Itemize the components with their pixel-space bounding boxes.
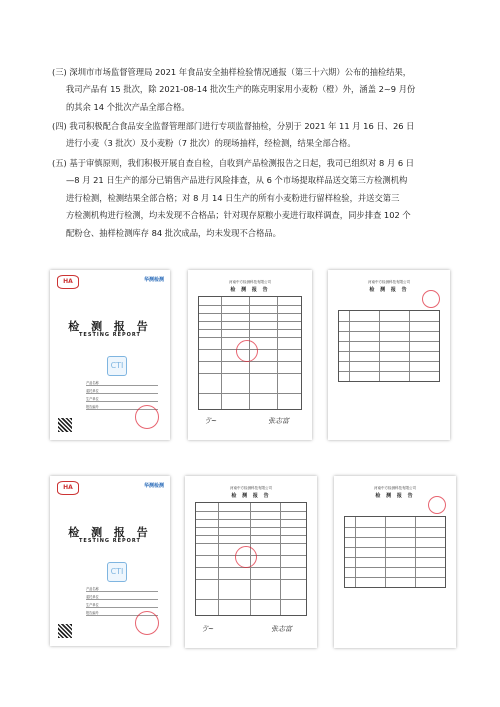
result-table (338, 310, 440, 382)
table-row (345, 527, 445, 528)
table-row (196, 527, 306, 528)
certification-seal: CTI (107, 356, 127, 376)
field-client: 委托单位 (86, 594, 158, 600)
table-row (345, 557, 445, 558)
table-row (339, 341, 439, 342)
table-row (199, 393, 301, 394)
table-row (339, 351, 439, 352)
table-row (199, 337, 301, 338)
table-row (345, 567, 445, 568)
text-line: 我司产品有 15 批次，除 2021-08-14 批次生产的陈克明家用小麦粉（橙）外，涵盖 2~9 月份 (66, 84, 416, 95)
table-row (196, 511, 306, 512)
report-subtitle: TESTING REPORT (79, 538, 141, 544)
signature: 张志富 (268, 417, 289, 425)
report-page-image (334, 476, 456, 648)
report-header: 河南中方检测科技有限公司 (374, 486, 416, 490)
text-line: 进行小麦（3 批次）及小麦粉（7 批次）的现场抽样，经检测，结果全部合格。 (66, 138, 356, 149)
report-title: 检 测 报 告 (68, 526, 152, 539)
text-line: (三) 深圳市市场监督管理局 2021 年食品安全抽样检验情况通报（第三十六期）公布的抽检结果， (52, 67, 412, 77)
text-line: 进行检测，检测结果全部合格；对 8 月 14 日生产的所有小麦粉进行留样检验，并送交第三 (66, 192, 400, 203)
field-client: 委托单位 (86, 388, 158, 394)
text-line: 方检测机构进行检测，均未发现不合格品；针对现存原粮小麦进行取样调查，同步排查 102 个 (66, 210, 411, 221)
report-subtitle: TESTING REPORT (79, 332, 141, 338)
cma-logo: HA (57, 481, 79, 495)
table-row (196, 543, 306, 544)
table-row (196, 579, 306, 580)
paragraph-5 (52, 155, 472, 242)
paragraph-3 (52, 64, 472, 116)
table-row (196, 599, 306, 600)
red-stamp (428, 496, 446, 514)
table-row (339, 321, 439, 322)
qr-code-icon (58, 624, 72, 638)
red-stamp (235, 546, 257, 568)
table-row (196, 535, 306, 536)
table-row (199, 329, 301, 330)
report-cover-image (50, 270, 170, 440)
paragraph-4 (52, 118, 472, 153)
red-stamp (135, 611, 159, 635)
cma-logo: HA (57, 275, 79, 289)
text-line: 配粉仓、抽样检测库存 84 批次成品，均未发现不合格品。 (66, 227, 281, 238)
field-product: 产品名称 (86, 380, 158, 386)
signature: ゔ~ (204, 417, 217, 425)
table-row (196, 567, 306, 568)
field-producer: 生产单位 (86, 396, 158, 402)
text-line: (五) 基于审慎原则，我们积极开展自查自检，自收到产品检测报告之日起，我司已组织对 8 月 6 日 (52, 158, 415, 168)
report-header: 河南中方检测科技有限公司 (229, 280, 271, 284)
qr-code-icon (58, 418, 72, 432)
signature: 张志富 (271, 625, 292, 633)
table-row (345, 547, 445, 548)
field-report-no: 报告编号 (86, 404, 158, 410)
certification-seal: CTI (107, 562, 127, 582)
table-row (339, 331, 439, 332)
table-row (339, 371, 439, 372)
table-row (339, 361, 439, 362)
text-line: —8 月 21 日生产的部分已销售产品进行风险排查，从 6 个市场提取样品送交第三方检测机构 (66, 175, 408, 186)
table-row (199, 373, 301, 374)
result-table (344, 516, 446, 588)
report-title: 检 测 报 告 (68, 320, 152, 333)
report-title: 检 测 报 告 (231, 493, 271, 499)
text-line: (四) 我司积极配合食品安全监督管理部门进行专项监督抽检，分别于 2021 年 11 月 16 日、26 日 (52, 121, 415, 131)
text-line: 的其余 14 个批次产品全部合格。 (66, 101, 190, 112)
table-row (345, 577, 445, 578)
report-page-image (188, 270, 312, 440)
report-title: 检 测 报 告 (375, 493, 415, 499)
report-page-image (185, 476, 317, 648)
red-stamp (135, 405, 159, 429)
table-row (199, 313, 301, 314)
report-title: 检 测 报 告 (369, 287, 409, 293)
table-row (196, 519, 306, 520)
field-product: 产品名称 (86, 586, 158, 592)
table-row (199, 321, 301, 322)
report-header: 河南中方检测科技有限公司 (230, 486, 272, 490)
report-cover-image (50, 476, 170, 646)
brand-logo: 华测检测 (143, 277, 164, 283)
field-report-no: 报告编号 (86, 610, 158, 616)
table-row (345, 537, 445, 538)
report-header: 河南中方检测科技有限公司 (368, 280, 410, 284)
signature: ゔ~ (201, 625, 214, 633)
table-row (199, 305, 301, 306)
report-title: 检 测 报 告 (230, 287, 270, 293)
red-stamp (422, 290, 440, 308)
red-stamp (236, 340, 258, 362)
field-producer: 生产单位 (86, 602, 158, 608)
report-page-image (328, 270, 450, 440)
brand-logo: 华测检测 (143, 483, 164, 489)
